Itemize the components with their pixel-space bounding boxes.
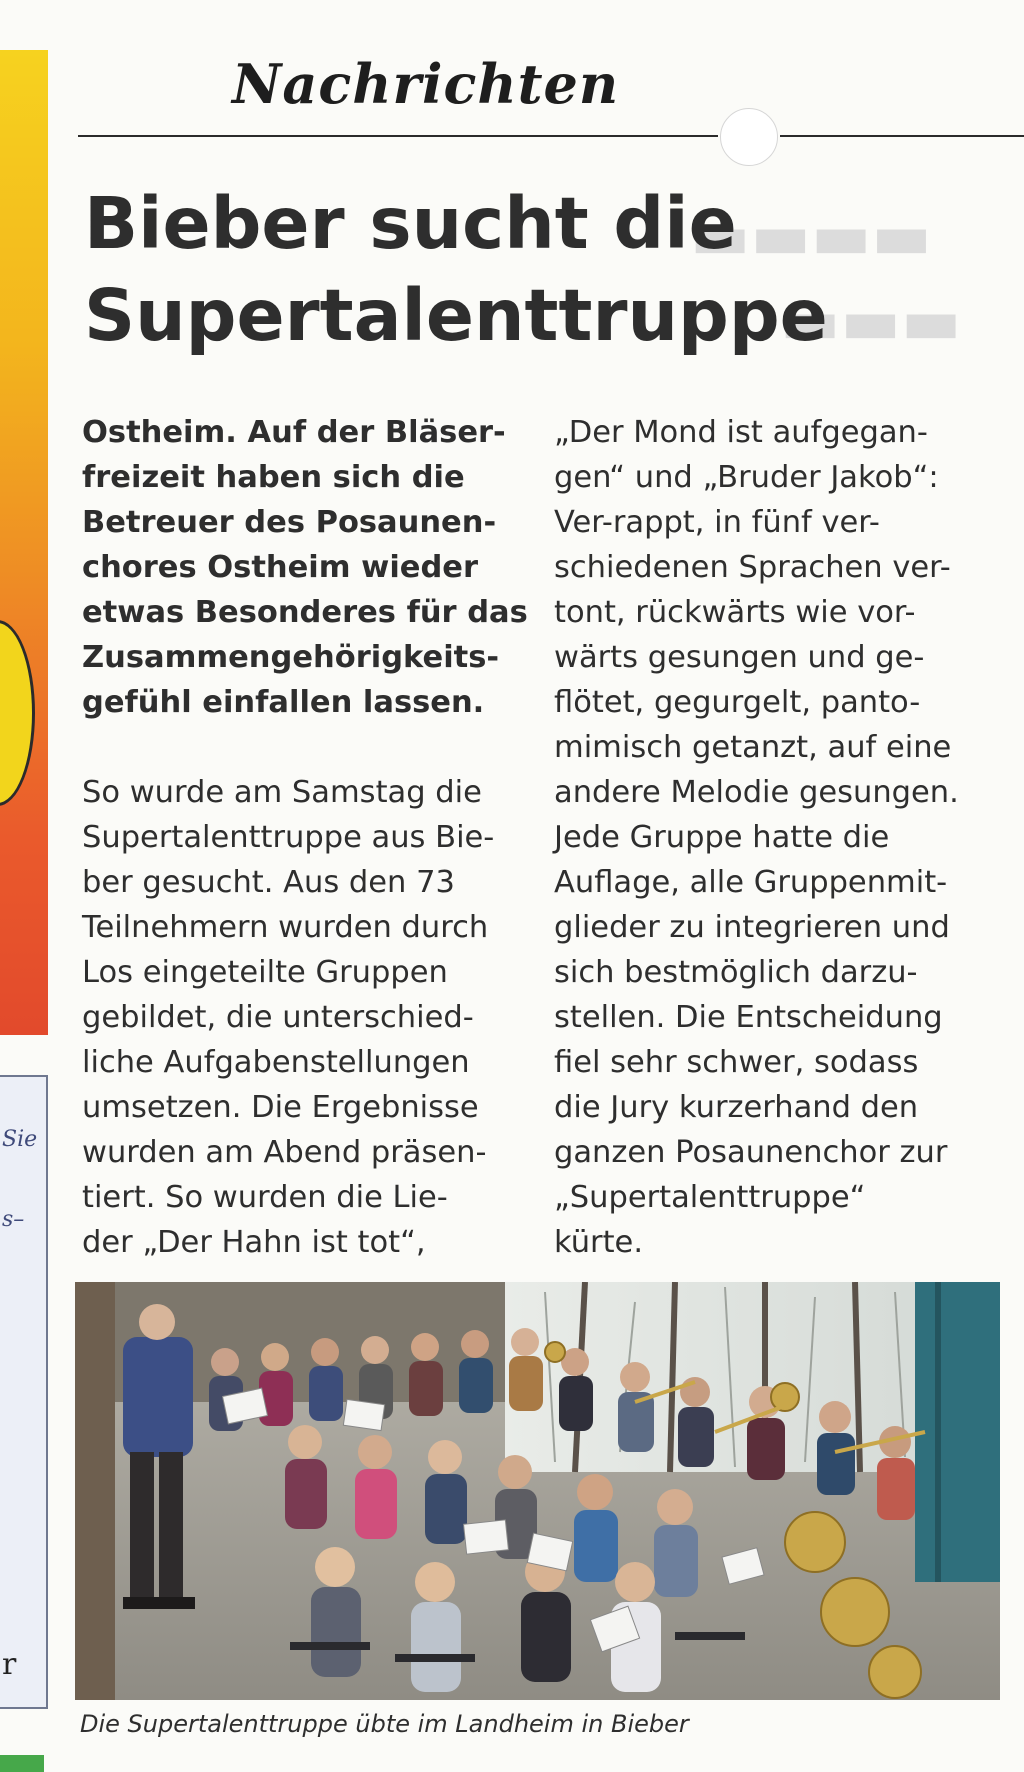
article-column-right: [554, 410, 1004, 1265]
body-line: fiel sehr schwer, sodass: [554, 1045, 919, 1080]
body-line: Ver-rappt, in fünf ver-: [554, 505, 880, 540]
lead-line: Zusammengehörigkeits-: [82, 640, 500, 675]
body-line: der „Der Hahn ist tot“,: [82, 1225, 426, 1260]
adjacent-page-color-strip: [0, 50, 48, 1035]
paragraph-gap: [82, 725, 532, 770]
body-line: wurden am Abend präsen-: [82, 1135, 487, 1170]
section-title: Nachrichten: [232, 52, 620, 116]
body-line: gen“ und „Bruder Jakob“:: [554, 460, 939, 495]
body-line: Jede Gruppe hatte die: [554, 820, 890, 855]
body-line: mimisch getanzt, auf eine: [554, 730, 952, 765]
lead-line: Ostheim. Auf der Bläser-: [82, 415, 506, 450]
brass-band-rehearsal-photo: [75, 1282, 1000, 1700]
body-line: Auflage, alle Gruppenmit-: [554, 865, 948, 900]
body-line: sich bestmöglich darzu-: [554, 955, 918, 990]
body-line: tont, rückwärts wie vor-: [554, 595, 916, 630]
body-line: die Jury kurzerhand den: [554, 1090, 919, 1125]
lead-line: Betreuer des Posaunen-: [82, 505, 497, 540]
body-line: liche Aufgabenstellungen: [82, 1045, 470, 1080]
article-column-left: [82, 410, 532, 1265]
body-line: ganzen Posaunenchor zur: [554, 1135, 948, 1170]
body-line: ber gesucht. Aus den 73: [82, 865, 455, 900]
body-line: umsetzen. Die Ergebnisse: [82, 1090, 479, 1125]
header-rule: [780, 135, 1024, 137]
body-line: gebildet, die unterschied-: [82, 1000, 474, 1035]
adjacent-page-fragment: Sie: [2, 1127, 38, 1152]
body-line: flötet, gegurgelt, panto-: [554, 685, 921, 720]
body-line: schiedenen Sprachen ver-: [554, 550, 951, 585]
body-line: Supertalenttruppe aus Bie-: [82, 820, 495, 855]
body-line: andere Melodie gesungen.: [554, 775, 959, 810]
photo-caption: Die Supertalenttruppe übte im Landheim in Bieber: [80, 1710, 689, 1738]
body-line: stellen. Die Entscheidung: [554, 1000, 943, 1035]
body-line: kürte.: [554, 1225, 644, 1260]
header-rule: [78, 135, 718, 137]
adjacent-page-fragment: s–: [2, 1207, 25, 1232]
adjacent-page-fragment: r: [2, 1647, 17, 1682]
body-line: So wurde am Samstag die: [82, 775, 482, 810]
lead-line: chores Ostheim wieder: [82, 550, 479, 585]
adjacent-page-green-bar: [0, 1755, 44, 1772]
show-through-shadow: ▬▬▬▬: [690, 200, 932, 274]
adjacent-page-box: [0, 1075, 48, 1709]
body-line: Teilnehmern wurden durch: [82, 910, 489, 945]
show-through-shadow: ▬▬▬: [780, 285, 962, 359]
body-line: Los eingeteilte Gruppen: [82, 955, 448, 990]
punch-hole: [720, 108, 778, 166]
article-headline: Bieber sucht die Supertalenttruppe: [84, 182, 828, 357]
lead-line: gefühl einfallen lassen.: [82, 685, 485, 720]
body-line: „Supertalenttruppe“: [554, 1180, 866, 1215]
body-line: „Der Mond ist aufgegan-: [554, 415, 928, 450]
body-line: wärts gesungen und ge-: [554, 640, 925, 675]
body-line: tiert. So wurden die Lie-: [82, 1180, 448, 1215]
lead-line: etwas Besonderes für das: [82, 595, 528, 630]
body-line: glieder zu integrieren und: [554, 910, 950, 945]
lead-line: freizeit haben sich die: [82, 460, 465, 495]
